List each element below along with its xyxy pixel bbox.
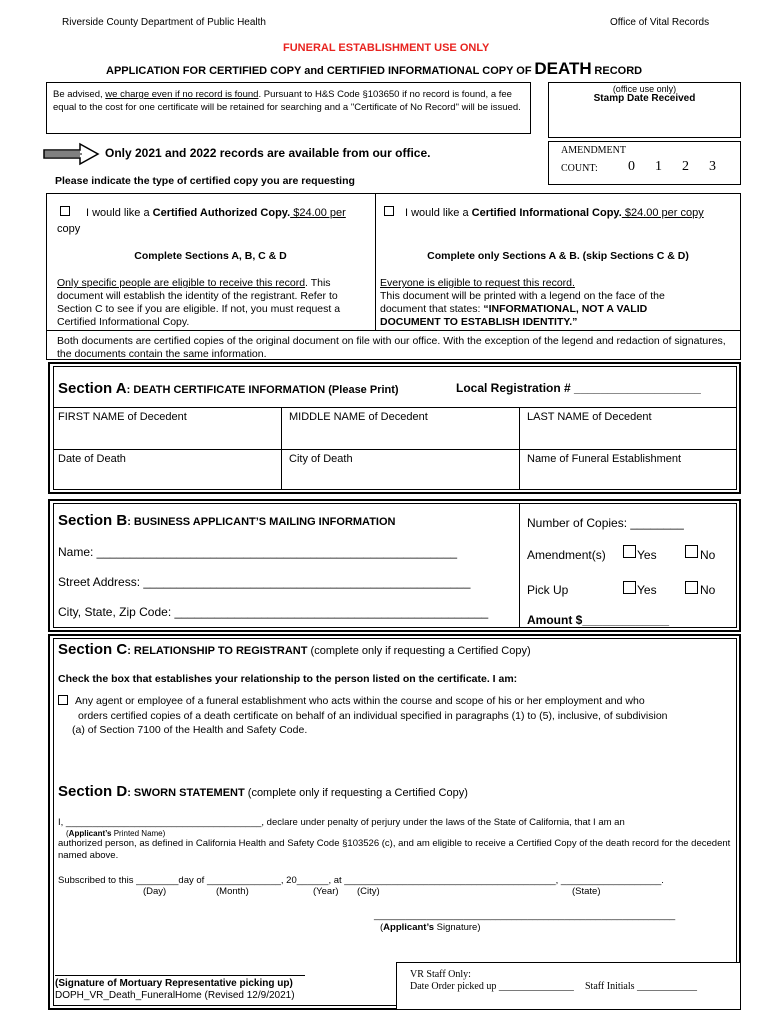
section-d-title: Section D: SWORN STATEMENT (complete only if requesting a Certified Copy) [58, 783, 468, 800]
funeral-agent-line3: (a) of Section 7100 of the Health and Safety Code. [72, 724, 308, 736]
state-caption: (State) [572, 886, 601, 897]
month-caption: (Month) [216, 886, 249, 897]
funeral-establishment-field[interactable]: Name of Funeral Establishment [527, 453, 682, 465]
type-prompt: Please indicate the type of certified copy you are requesting [55, 175, 355, 187]
informational-copy-label: I would like a Certified Informational Copy. $24.00 per copy [405, 207, 704, 219]
informational-sections: Complete only Sections A & B. (skip Sections C & D) [427, 250, 689, 262]
arrow-icon [42, 141, 100, 167]
first-name-field[interactable]: FIRST NAME of Decedent [58, 411, 187, 423]
city-state-zip-field[interactable]: City, State, Zip Code: _______________________________________________ [58, 605, 489, 619]
funeral-use-only: FUNERAL ESTABLISHMENT USE ONLY [283, 42, 490, 54]
middle-name-field[interactable]: MIDDLE NAME of Decedent [289, 411, 428, 423]
funeral-agent-checkbox[interactable] [58, 695, 68, 705]
authorized-description: Only specific people are eligible to receive this record. This document will establish the identity of the registrant. Refer to Section C to see if you are eligible. If not, you must request a Certified Informational Copy. [57, 277, 341, 328]
amount-field[interactable]: Amount $_____________ [527, 613, 670, 627]
amendment-count-label: COUNT: [561, 163, 598, 174]
authorized-sections: Complete Sections A, B, C & D [134, 250, 287, 262]
availability-notice: Only 2021 and 2022 records are available from our office. [105, 146, 431, 160]
amendments-label: Amendment(s) [527, 548, 606, 562]
stamp-date-label: Stamp Date Received [593, 93, 696, 104]
office-use-label: (office use only) [612, 84, 677, 94]
count-2[interactable]: 2 [682, 159, 689, 174]
printed-name-caption: (Applicant’s Printed Name) [66, 829, 166, 838]
date-of-death-field[interactable]: Date of Death [58, 453, 126, 465]
applicant-name-field[interactable]: Name: ______________________________________________________ [58, 545, 458, 559]
city-of-death-field[interactable]: City of Death [289, 453, 353, 465]
last-name-field[interactable]: LAST NAME of Decedent [527, 411, 652, 423]
header-department: Riverside County Department of Public Health [62, 17, 266, 28]
date-picked-up-field[interactable]: Date Order picked up _______________ [410, 981, 574, 992]
pickup-no-label: No [700, 583, 716, 597]
staff-initials-field[interactable]: Staff Initials ____________ [585, 981, 698, 992]
amendments-yes-label: Yes [637, 548, 657, 562]
amendments-yes-checkbox[interactable] [623, 545, 636, 558]
local-registration: Local Registration # ___________________ [456, 381, 701, 395]
informational-copy-checkbox[interactable] [384, 206, 394, 216]
city-caption: (City) [357, 886, 380, 897]
section-c-instruction: Check the box that establishes your relationship to the person listed on the certificate. I am: [58, 673, 518, 685]
amendments-no-checkbox[interactable] [685, 545, 698, 558]
sworn-statement-line2: authorized person, as defined in California Health and Safety Code §103526 (c), and am eligible to receive a Certified Copy of the death record for the decedent named above. [58, 838, 731, 861]
form-title: APPLICATION FOR CERTIFIED COPY and CERTIFIED INFORMATIONAL COPY OF DEATH RECORD [106, 59, 643, 78]
applicant-signature-caption: (Applicant’s Signature) [380, 922, 481, 933]
funeral-agent-line2: orders certified copies of a death certificate on behalf of an individual specified in paragraphs (1) to (5), inclusive, of subdivision [78, 710, 668, 722]
funeral-agent-line1: Any agent or employee of a funeral establishment who acts within the course and scope of his or her employment and who [75, 695, 645, 707]
count-0[interactable]: 0 [628, 159, 635, 174]
advisory-text: Be advised, we charge even if no record is found. Pursuant to H&S Code §103650 if no record is found, a fee equal to the cost for one certificate will be retained for searching and a "Certificate of No Record" will be issued. [53, 89, 521, 113]
header-office: Office of Vital Records [610, 17, 710, 28]
authorized-copy-label: I would like a Certified Authorized Copy. $24.00 per [86, 207, 346, 219]
amendment-label: AMENDMENT [561, 145, 626, 156]
applicant-signature-line[interactable]: _________________________________________________________ [374, 910, 676, 921]
year-caption: (Year) [313, 886, 339, 897]
both-documents-note: Both documents are certified copies of the original document on file with our office. With the exception of the legend and redaction of signatures, the documents contain the same information. [57, 335, 726, 360]
number-of-copies-field[interactable]: Number of Copies: ________ [527, 516, 684, 530]
pickup-no-checkbox[interactable] [685, 581, 698, 594]
section-b-title: Section B: BUSINESS APPLICANT’S MAILING INFORMATION [58, 512, 396, 529]
pickup-label: Pick Up [527, 583, 569, 597]
street-address-field[interactable]: Street Address: _________________________________________________ [58, 575, 471, 589]
count-1[interactable]: 1 [655, 159, 662, 174]
subscribed-line[interactable]: Subscribed to this ________day of ______________, 20______, at ________________________________________, ___________________. [58, 875, 664, 886]
authorized-copy-checkbox[interactable] [60, 206, 70, 216]
pickup-yes-label: Yes [637, 583, 657, 597]
authorized-copy-wrap: copy [57, 223, 81, 235]
section-c-title: Section C: RELATIONSHIP TO REGISTRANT (complete only if requesting a Certified Copy) [58, 641, 531, 658]
staff-only-label: VR Staff Only: [410, 969, 471, 980]
mortuary-signature-caption: (Signature of Mortuary Representative picking up) [55, 978, 293, 989]
form-id: DOPH_VR_Death_FuneralHome (Revised 12/9/2021) [55, 990, 295, 1001]
section-a-title: Section A: DEATH CERTIFICATE INFORMATION (Please Print) [58, 380, 399, 397]
count-3[interactable]: 3 [709, 159, 716, 174]
pickup-yes-checkbox[interactable] [623, 581, 636, 594]
sworn-statement-line1[interactable]: I, _____________________________________, declare under penalty of perjury under the laws of the State of California, that I am an [58, 817, 625, 828]
amendments-no-label: No [700, 548, 716, 562]
informational-description: Everyone is eligible to request this record. This document will be printed with a legend on the face of the document that states: “INFORMATIONAL, NOT A VALID DOCUMENT TO ESTABLISH IDENTITY.” [380, 277, 665, 328]
mortuary-signature-line[interactable] [55, 975, 305, 976]
day-caption: (Day) [143, 886, 167, 897]
